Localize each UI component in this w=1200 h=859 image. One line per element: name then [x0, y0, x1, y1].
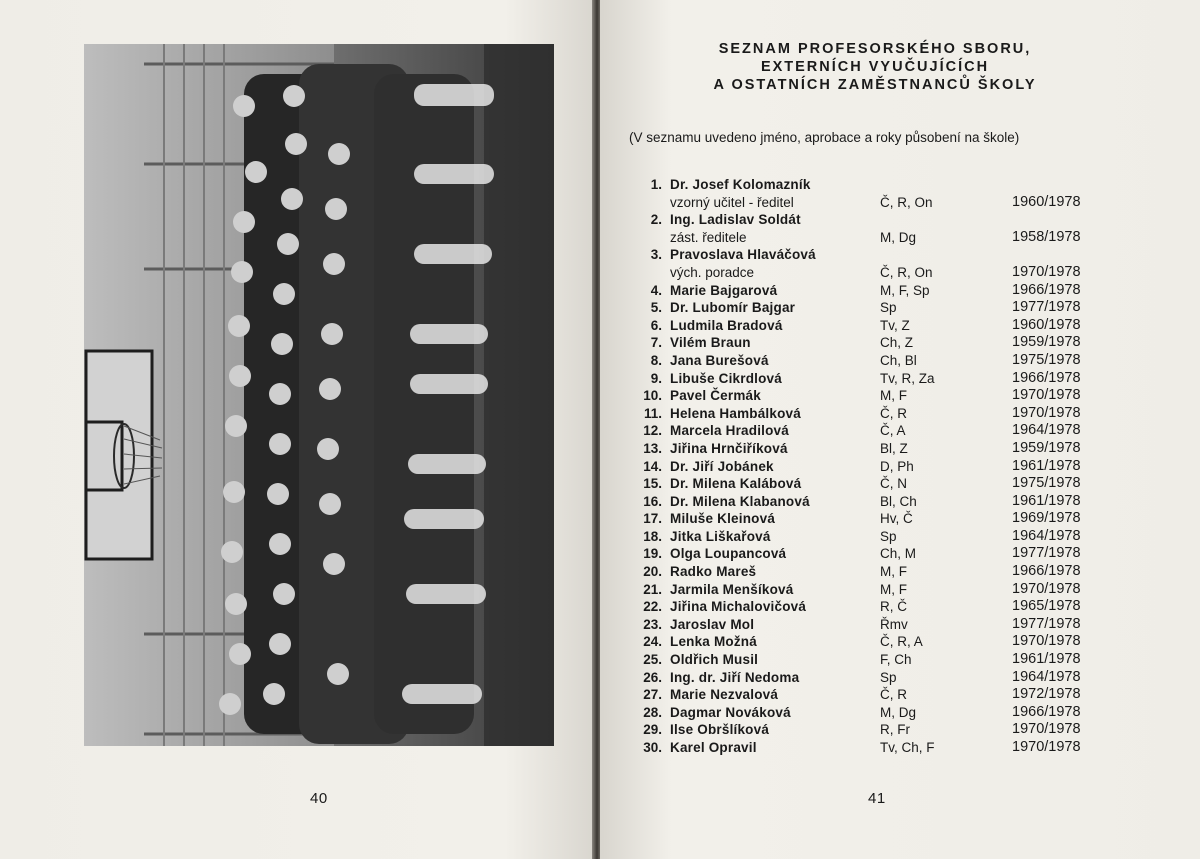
- entry-years: 1970/1978: [1012, 404, 1081, 421]
- entry-number: 27.: [643, 687, 662, 703]
- entry-number: 19.: [643, 546, 662, 562]
- entry-name: Dr. Lubomír Bajgar: [670, 300, 796, 316]
- staff-entry: [624, 721, 1124, 739]
- entry-number: 10.: [643, 388, 662, 404]
- entry-number: 23.: [643, 616, 662, 632]
- entry-name: Jiřina Hrnčiříková: [670, 440, 788, 456]
- entry-aprobace: Bl, Ch: [880, 493, 917, 509]
- entry-number: 11.: [643, 405, 662, 421]
- entry-aprobace: F, Ch: [880, 652, 912, 668]
- entry-years: 1966/1978: [1012, 703, 1081, 720]
- entry-years: 1977/1978: [1012, 545, 1081, 562]
- entry-years: 1958/1978: [1012, 228, 1081, 245]
- entry-name: Dr. Jiří Jobánek: [670, 458, 774, 474]
- entry-name: Pavel Čermák: [670, 388, 761, 404]
- entry-years: 1960/1978: [1012, 316, 1081, 333]
- entry-name: Ilse Obršlíková: [670, 722, 770, 738]
- entry-name: Radko Mareš: [670, 564, 757, 580]
- staff-entry: [624, 633, 1124, 651]
- entry-number: 14.: [643, 458, 662, 474]
- entry-name: Helena Hambálková: [670, 405, 801, 421]
- entry-years: 1964/1978: [1012, 527, 1081, 544]
- entry-years: 1961/1978: [1012, 492, 1081, 509]
- entry-role: vzorný učitel - ředitel: [670, 194, 794, 210]
- entry-aprobace: Ch, M: [880, 546, 917, 562]
- entry-name: Marie Bajgarová: [670, 282, 778, 298]
- entry-number: 17.: [643, 511, 662, 527]
- entry-years: 1977/1978: [1012, 615, 1081, 632]
- entry-aprobace: Tv, Ch, F: [880, 740, 935, 755]
- entry-years: 1975/1978: [1012, 475, 1081, 492]
- staff-entry: [624, 458, 1124, 476]
- entry-number: 12.: [643, 423, 662, 439]
- entry-aprobace: Řmv: [880, 616, 908, 632]
- entry-aprobace: Bl, Z: [880, 440, 908, 456]
- entry-aprobace: R, Č: [880, 599, 907, 615]
- entry-years: 1966/1978: [1012, 563, 1081, 580]
- entry-name: Dr. Milena Kalábová: [670, 476, 802, 492]
- staff-entry: [624, 669, 1124, 687]
- entry-years: 1977/1978: [1012, 299, 1081, 316]
- entry-years: 1970/1978: [1012, 633, 1081, 650]
- entry-name: Oldřich Musil: [670, 652, 759, 668]
- staff-entry: [624, 334, 1124, 352]
- staff-entry: [624, 528, 1124, 546]
- entry-name: Jaroslav Mol: [670, 616, 755, 632]
- staff-entry: [624, 422, 1124, 440]
- entry-years: 1959/1978: [1012, 334, 1081, 351]
- entry-aprobace: Sp: [880, 669, 897, 685]
- entry-aprobace: Č, R, On: [880, 264, 933, 280]
- staff-entry: [624, 440, 1124, 458]
- entry-number: 9.: [650, 370, 662, 386]
- staff-entry: [624, 651, 1124, 669]
- entry-number: 29.: [643, 722, 662, 738]
- staff-entry: [624, 598, 1124, 616]
- entry-role: vých. poradce: [670, 264, 755, 280]
- entry-aprobace: Ch, Z: [880, 335, 914, 351]
- entry-name: Jiřina Michalovičová: [670, 599, 807, 615]
- entry-name: Jitka Liškařová: [670, 528, 771, 544]
- staff-entry: [624, 686, 1124, 704]
- entry-aprobace: Sp: [880, 528, 897, 544]
- entry-aprobace: M, F: [880, 388, 907, 404]
- entry-aprobace: Č, A: [880, 423, 906, 439]
- entry-name: Dagmar Nováková: [670, 704, 791, 720]
- entry-number: 28.: [643, 704, 662, 720]
- entry-number: 20.: [643, 564, 662, 580]
- entry-number: 24.: [643, 634, 662, 650]
- entry-name: Dr. Josef Kolomazník: [670, 177, 811, 192]
- entry-name: Olga Loupancová: [670, 546, 787, 562]
- page-number-left: 40: [310, 790, 328, 807]
- entry-years: 1964/1978: [1012, 668, 1081, 685]
- staff-entry: [624, 475, 1124, 493]
- heading-line: SEZNAM PROFESORSKÉHO SBORU,: [718, 41, 1032, 57]
- entry-number: 21.: [643, 581, 662, 597]
- entry-aprobace: Č, R: [880, 405, 907, 421]
- entry-name: Ludmila Bradová: [670, 317, 783, 333]
- entry-years: 1966/1978: [1012, 281, 1081, 298]
- staff-entry: [624, 581, 1124, 599]
- entry-number: 6.: [650, 317, 662, 333]
- entry-aprobace: R, Fr: [880, 722, 910, 738]
- entry-aprobace: Č, R, On: [880, 194, 933, 210]
- entry-aprobace: Sp: [880, 300, 897, 316]
- entry-number: 30.: [643, 740, 662, 755]
- entry-aprobace: Ch, Bl: [880, 352, 917, 368]
- entry-name: Dr. Milena Klabanová: [670, 493, 810, 509]
- entry-years: 1961/1978: [1012, 651, 1081, 668]
- list-note: (V seznamu uvedeno jméno, aprobace a roky působení na škole): [629, 130, 1020, 145]
- staff-entry: [624, 352, 1124, 370]
- entry-name: Jana Burešová: [670, 352, 769, 368]
- staff-entry: [624, 246, 1124, 281]
- heading-line: A OSTATNÍCH ZAMĚSTNANCŮ ŠKOLY: [713, 77, 1037, 93]
- staff-entry: [624, 704, 1124, 722]
- entry-years: 1960/1978: [1012, 193, 1081, 210]
- entry-name: Pravoslava Hlaváčová: [670, 247, 816, 263]
- entry-number: 26.: [643, 669, 662, 685]
- entry-years: 1959/1978: [1012, 439, 1081, 456]
- entry-years: 1970/1978: [1012, 739, 1081, 755]
- heading-line: EXTERNÍCH VYUČUJÍCÍCH: [760, 59, 990, 75]
- entry-name: Jarmila Menšíková: [670, 581, 794, 597]
- entry-aprobace: Tv, R, Za: [880, 370, 935, 386]
- entry-years: 1965/1978: [1012, 598, 1081, 615]
- entry-name: Libuše Cikrdlová: [670, 370, 782, 386]
- entry-years: 1966/1978: [1012, 369, 1081, 386]
- staff-entry: [624, 282, 1124, 300]
- staff-entry: [624, 739, 1124, 757]
- entry-name: Miluše Kleinová: [670, 511, 776, 527]
- left-page: [0, 0, 594, 859]
- entry-number: 16.: [643, 493, 662, 509]
- staff-entry: [624, 299, 1124, 317]
- entry-years: 1970/1978: [1012, 580, 1081, 597]
- entry-aprobace: M, Dg: [880, 704, 917, 720]
- entry-aprobace: M, F: [880, 564, 907, 580]
- page-number-right: 41: [868, 790, 886, 807]
- entry-number: 1.: [650, 177, 662, 192]
- entry-aprobace: M, F: [880, 581, 907, 597]
- entry-name: Lenka Možná: [670, 634, 757, 650]
- entry-number: 8.: [650, 352, 662, 368]
- entry-name: Karel Opravil: [670, 740, 757, 755]
- entry-number: 18.: [643, 528, 662, 544]
- entry-years: 1972/1978: [1012, 686, 1081, 703]
- staff-entry: [624, 405, 1124, 423]
- staff-entry: [624, 370, 1124, 388]
- entry-years: 1970/1978: [1012, 387, 1081, 404]
- entry-number: 7.: [650, 335, 662, 351]
- staff-entry: [624, 563, 1124, 581]
- group-photo: [84, 44, 554, 746]
- entry-name: Ing. dr. Jiří Nedoma: [670, 669, 800, 685]
- staff-list: [624, 176, 1124, 757]
- list-heading: [700, 40, 1050, 94]
- entry-years: 1961/1978: [1012, 457, 1081, 474]
- staff-entry: [624, 545, 1124, 563]
- entry-years: 1970/1978: [1012, 721, 1081, 738]
- entry-number: 3.: [650, 247, 662, 263]
- entry-number: 25.: [643, 652, 662, 668]
- staff-entry: [624, 211, 1124, 246]
- entry-role: zást. ředitele: [670, 229, 747, 245]
- entry-years: 1969/1978: [1012, 510, 1081, 527]
- staff-entry: [624, 493, 1124, 511]
- entry-years: 1970/1978: [1012, 263, 1081, 280]
- entry-aprobace: M, Dg: [880, 229, 917, 245]
- entry-aprobace: Č, R, A: [880, 634, 923, 650]
- entry-number: 5.: [650, 300, 662, 316]
- entry-number: 2.: [650, 212, 662, 228]
- staff-entry: [624, 387, 1124, 405]
- staff-entry: [624, 317, 1124, 335]
- entry-number: 22.: [643, 599, 662, 615]
- entry-name: Ing. Ladislav Soldát: [670, 212, 801, 228]
- entry-aprobace: Tv, Z: [880, 317, 910, 333]
- entry-aprobace: Č, R: [880, 687, 907, 703]
- entry-aprobace: D, Ph: [880, 458, 914, 474]
- entry-number: 13.: [643, 440, 662, 456]
- entry-number: 4.: [650, 282, 662, 298]
- entry-number: 15.: [643, 476, 662, 492]
- entry-years: 1964/1978: [1012, 422, 1081, 439]
- staff-entry: [624, 616, 1124, 634]
- entry-name: Marie Nezvalová: [670, 687, 779, 703]
- entry-aprobace: M, F, Sp: [880, 282, 930, 298]
- staff-entry: [624, 176, 1124, 211]
- entry-years: 1975/1978: [1012, 351, 1081, 368]
- entry-aprobace: Hv, Č: [880, 511, 913, 527]
- entry-aprobace: Č, N: [880, 476, 907, 492]
- entry-name: Marcela Hradilová: [670, 423, 789, 439]
- entry-name: Vilém Braun: [670, 335, 751, 351]
- staff-entry: [624, 510, 1124, 528]
